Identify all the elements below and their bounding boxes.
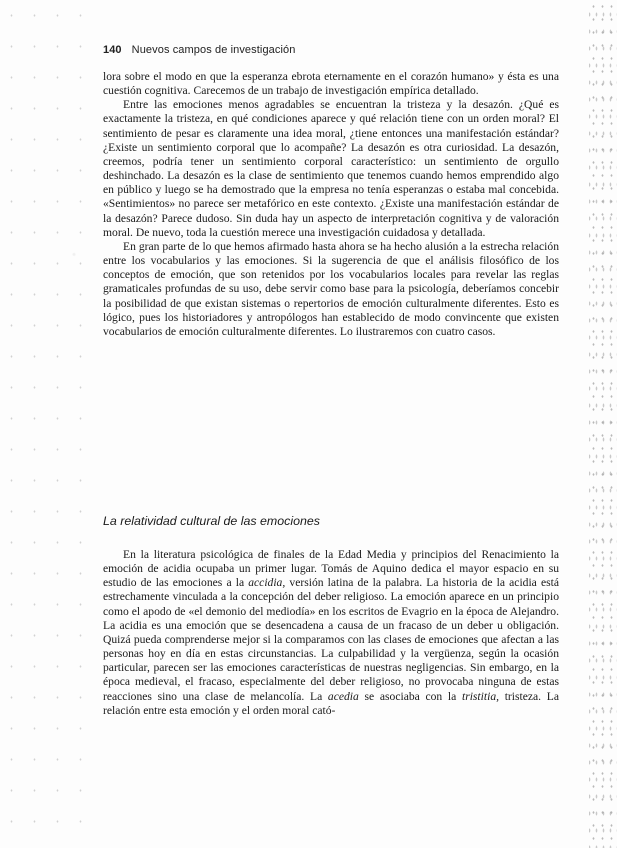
scan-noise-left [0, 0, 90, 848]
section-text-2: versión latina de la palabra. La historia de la acidia está estrechamente vinculada a la concepción del deber religioso. La emoción aparece en un principio como el apodo de «el demonio del mediodía» en los escritos de Evagrio en la época de Alejandro. La acidia es una emoción que se desencadena a causa de un fracaso de un deber u obligación. Quizá pueda comprenderse mejor si la comparamos con las clases de emociones que afectan a las personas hoy en día en estas circunstancias. La culpabilidad y la vergüenza, según la ocasión particular, parecen ser las emociones características de nuestras negligencias. Sin embargo, en la época medieval, el fracaso, especialmente del deber religioso, no provocaba ninguna de estas reacciones sino una clase de melancolía. La [103, 576, 559, 703]
paragraph-1: lora sobre el modo en que la esperanza ebrota eternamente en el corazón humano» y ésta es una cuestión cognitiva. Carecemos de un trabajo de investigación empírica detallado. [103, 70, 559, 98]
paragraph-2: Entre las emociones menos agradables se encuentran la tristeza y la desazón. ¿Qué es exactamente la tristeza, en qué condiciones aparece y qué relación tiene con un orden moral? El sentimiento de pesar es claramente una idea moral, ¿tiene entonces una manifestación estándar? ¿Existe un sentimiento corporal que lo acompañe? La desazón es otra curiosidad. La desazón, creemos, podría tener un sentimiento corporal característico: un sentimiento de orgullo deshinchado. La desazón es la clase de sentimiento que tenemos cuando hemos emprendido algo en público y luego se ha demostrado que la empresa no tenía esperanzas o estaba mal concebida. «Sentimientos» no parece ser metafórico en este contexto. ¿Existe una manifestación estándar de la desazón? Parece dudoso. Sin duda hay un aspecto de interpretación cognitiva y de valoración moral. De nuevo, toda la cuestión merece una investigación cuidadosa y detallada. [103, 98, 559, 239]
term-acedia: acedia [327, 689, 359, 703]
section-paragraph [103, 548, 559, 718]
term-accidia: accidia, [248, 576, 286, 590]
paragraph-3: En gran parte de lo que hemos afirmado hasta ahora se ha hecho alusión a la estrecha relación entre los vocabularios y las emociones. Si la sugerencia de que el análisis filosófico de los conceptos de emoción, que son retenidos por los vocabularios locales para revelar las reglas gramaticales profundas de su uso, debe servir como base para la psicología, deberíamos concebir la posibilidad de que existan sistemas o repertorios de emoción culturalmente diferentes. Esto es lógico, pues los historiadores y antropólogos han establecido de modo convincente que existen vocabularios de emoción culturalmente diferentes. Lo ilustraremos con cuatro casos. [103, 239, 559, 338]
section-text-4: tristeza. La relación entre esta emoción y el orden moral cató- [103, 689, 559, 717]
section-text-3: se asociaba con la [358, 689, 462, 703]
body-text-upper [103, 70, 559, 339]
body-text-lower [103, 548, 559, 718]
term-tristitia: tristitia, [461, 689, 500, 703]
scan-noise-right-edge [589, 0, 617, 848]
running-title: Nuevos campos de investigación [131, 44, 296, 56]
section-heading: La relatividad cultural de las emociones [103, 514, 320, 528]
section-text-1: En la literatura psicológica de finales de la Edad Media y principios del Renacimiento la emoción de acidia ocupaba un primer lugar. Tomás de Aquino dedica el mayor espacio en su estudio de las emociones a la [103, 548, 559, 590]
page-number: 140 [103, 44, 122, 56]
running-head [103, 44, 295, 56]
